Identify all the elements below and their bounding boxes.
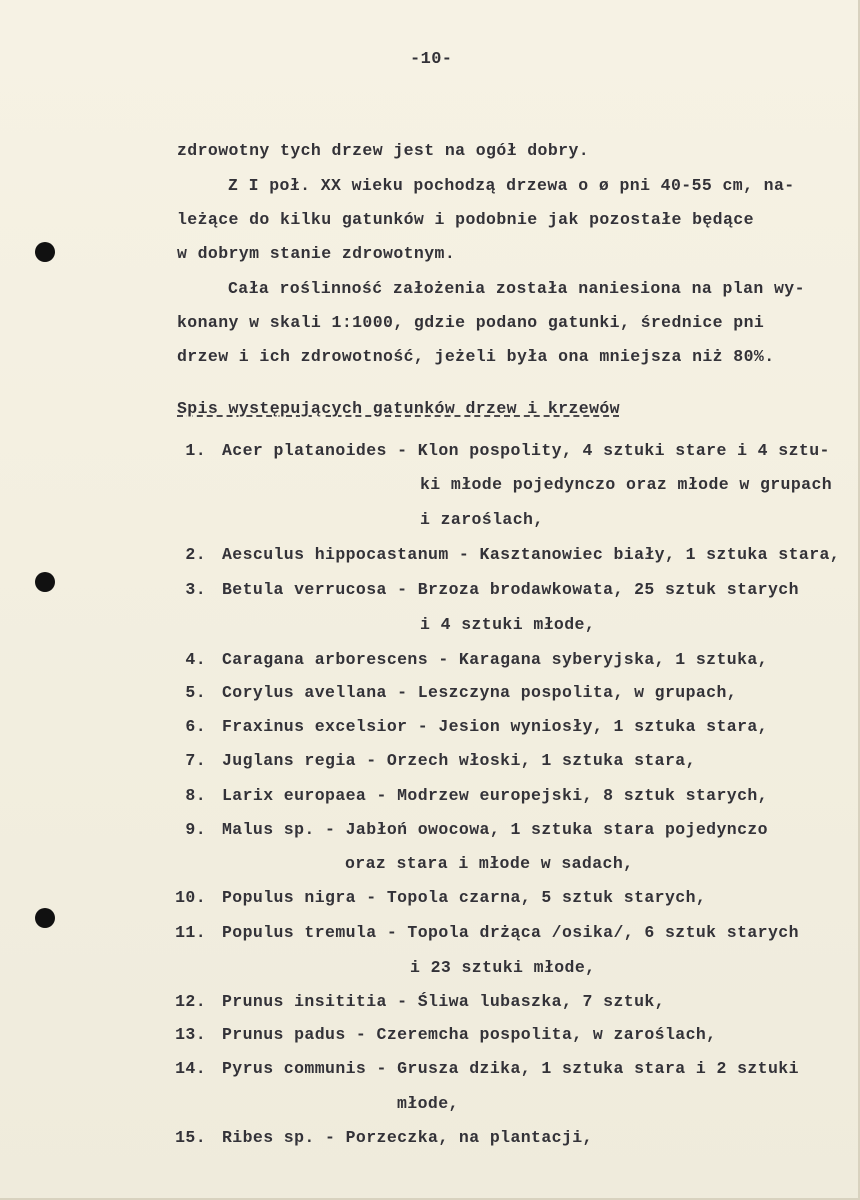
list-item-line: Acer platanoides - Klon pospolity, 4 sztuki stare i 4 sztu- [222,441,830,460]
list-item-number: 13. [175,1025,206,1044]
list-item-number: 10. [175,888,206,907]
list-item-line: Larix europaea - Modrzew europejski, 8 sztuk starych, [222,786,768,805]
list-item-number: 11. [175,923,206,942]
list-item-line: Pyrus communis - Grusza dzika, 1 sztuka stara i 2 sztuki [222,1059,799,1078]
list-item-line: Juglans regia - Orzech włoski, 1 sztuka stara, [222,751,696,770]
paragraph-line: Z I poł. XX wieku pochodzą drzewa o ø pni 40-55 cm, na- [228,176,795,195]
list-item-line: Prunus insititia - Śliwa lubaszka, 7 sztuk, [222,992,665,1011]
list-item-line: i 23 sztuki młode, [410,958,596,977]
list-item-number: 3. [185,580,206,599]
list-item-number: 14. [175,1059,206,1078]
list-item-number: 5. [185,683,206,702]
list-item-number: 12. [175,992,206,1011]
list-item-line: Fraxinus excelsior - Jesion wyniosły, 1 sztuka stara, [222,717,768,736]
list-item-number: 4. [185,650,206,669]
paragraph-line: w dobrym stanie zdrowotnym. [177,244,456,263]
list-item-number: 7. [185,751,206,770]
paragraph-line: leżące do kilku gatunków i podobnie jak pozostałe będące [177,210,754,229]
list-item-line: ki młode pojedynczo oraz młode w grupach [420,475,833,494]
punch-hole [35,242,55,262]
page-number: -10- [410,50,453,69]
list-item-line: Populus nigra - Topola czarna, 5 sztuk starych, [222,888,707,907]
list-item-line: Malus sp. - Jabłoń owocowa, 1 sztuka stara pojedynczo [222,820,768,839]
list-item-number: 9. [185,820,206,839]
list-item-number: 15. [175,1128,206,1147]
list-item-line: i 4 sztuki młode, [420,615,596,634]
punch-hole [35,572,55,592]
list-item-line: oraz stara i młode w sadach, [345,854,634,873]
list-item-line: Caragana arborescens - Karagana syberyjska, 1 sztuka, [222,650,768,669]
paragraph-line: konany w skali 1:1000, gdzie podano gatunki, średnice pni [177,313,765,332]
list-item-line: Ribes sp. - Porzeczka, na plantacji, [222,1128,593,1147]
punch-hole [35,908,55,928]
list-item-number: 2. [185,545,206,564]
list-item-line: młode, [397,1094,459,1113]
list-item-number: 6. [185,717,206,736]
list-item-line: Aesculus hippocastanum - Kasztanowiec biały, 1 sztuka stara, [222,545,841,564]
list-item-line: i zaroślach, [420,510,544,529]
paragraph-line: Cała roślinność założenia została naniesiona na plan wy- [228,279,805,298]
paragraph-line: drzew i ich zdrowotność, jeżeli była ona mniejsza niż 80%. [177,347,775,366]
list-item-line: Corylus avellana - Leszczyna pospolita, w grupach, [222,683,738,702]
list-item-line: Populus tremula - Topola drżąca /osika/, 6 sztuk starych [222,923,799,942]
paragraph-line: zdrowotny tych drzew jest na ogół dobry. [177,141,590,160]
list-item-number: 1. [185,441,206,460]
section-heading: Spis występujących gatunków drzew i krzewów [177,399,620,418]
list-item-line: Prunus padus - Czeremcha pospolita, w zaroślach, [222,1025,717,1044]
list-item-number: 8. [185,786,206,805]
list-item-line: Betula verrucosa - Brzoza brodawkowata, 25 sztuk starych [222,580,799,599]
